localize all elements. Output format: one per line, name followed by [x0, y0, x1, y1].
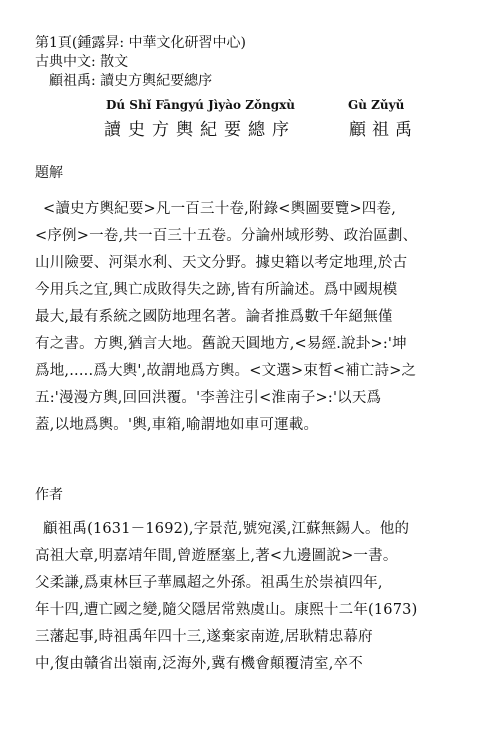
page-header [35, 34, 246, 91]
text-line: 蓋,以地爲輿。'輿,車箱,喻謂地如車可運載。 [35, 417, 319, 433]
text-line: 顧祖禹(1631－1692),字景范,號宛溪,江蘇無錫人。他的 [43, 521, 410, 537]
text-line: 年十四,遭亡國之變,隨父隱居常熟虞山。康熙十二年(1673) [35, 602, 418, 618]
section-body-tijie [35, 196, 473, 439]
text-line: 最大,最有系統之國防地理名著。論者推爲數千年絕無僅 [35, 309, 393, 325]
author-pinyin: Gù Zǔyǔ [348, 98, 405, 112]
header-category-line: 古典中文: 散文 [35, 54, 129, 70]
text-line: 爲地,.....爲大輿',故謂地爲方輿。<文選>束晳<補亡詩>之 [35, 363, 417, 379]
text-line: 五:'漫漫方輿,回回洪覆。'李善注引<淮南子>:'以天爲 [35, 390, 382, 406]
text-line: 有之書。方輿,猶言大地。舊說天圓地方,<易經.說卦>:'坤 [35, 336, 407, 352]
text-line: 今用兵之宜,興亡成敗得失之跡,皆有所論述。爲中國規模 [35, 282, 398, 298]
text-line: 山川險要、河渠水利、天文分野。據史籍以考定地理,於古 [35, 255, 408, 271]
section-body-zuozhe [35, 516, 473, 678]
section-heading-tijie: 題解 [35, 165, 63, 181]
header-source-line: 第1頁(鍾露昇: 中華文化研習中心) [35, 35, 246, 51]
text-line: <讀史方輿紀要>凡一百三十卷,附錄<輿圖要覽>四卷, [43, 201, 397, 217]
text-line: 中,復由贛省出嶺南,泛海外,冀有機會顛覆清室,卒不 [35, 656, 363, 672]
text-line: 父柔謙,爲東林巨子華鳳超之外孫。祖禹生於崇禎四年, [35, 575, 383, 591]
hanzi-row [0, 115, 500, 140]
text-line: 高祖大章,明嘉靖年間,曾遊歷塞上,著<九邊圖說>一書。 [35, 548, 398, 564]
title-pinyin: Dú Shǐ Fāngyú Jìyào Zǒngxù [106, 98, 295, 112]
section-heading-zuozhe: 作者 [35, 487, 63, 503]
pinyin-row [0, 98, 500, 114]
title-hanzi: 讀史方輿紀要總序 [104, 120, 296, 140]
text-line: 三藩起事,時祖禹年四十三,遂棄家南遊,居耿精忠幕府 [35, 629, 373, 645]
author-hanzi: 顧祖禹 [349, 120, 418, 140]
text-line: <序例>一卷,共一百三十五卷。分論州域形勢、政治區劃、 [35, 228, 418, 244]
header-title-line: 顧祖禹: 讀史方輿紀要總序 [49, 73, 213, 89]
